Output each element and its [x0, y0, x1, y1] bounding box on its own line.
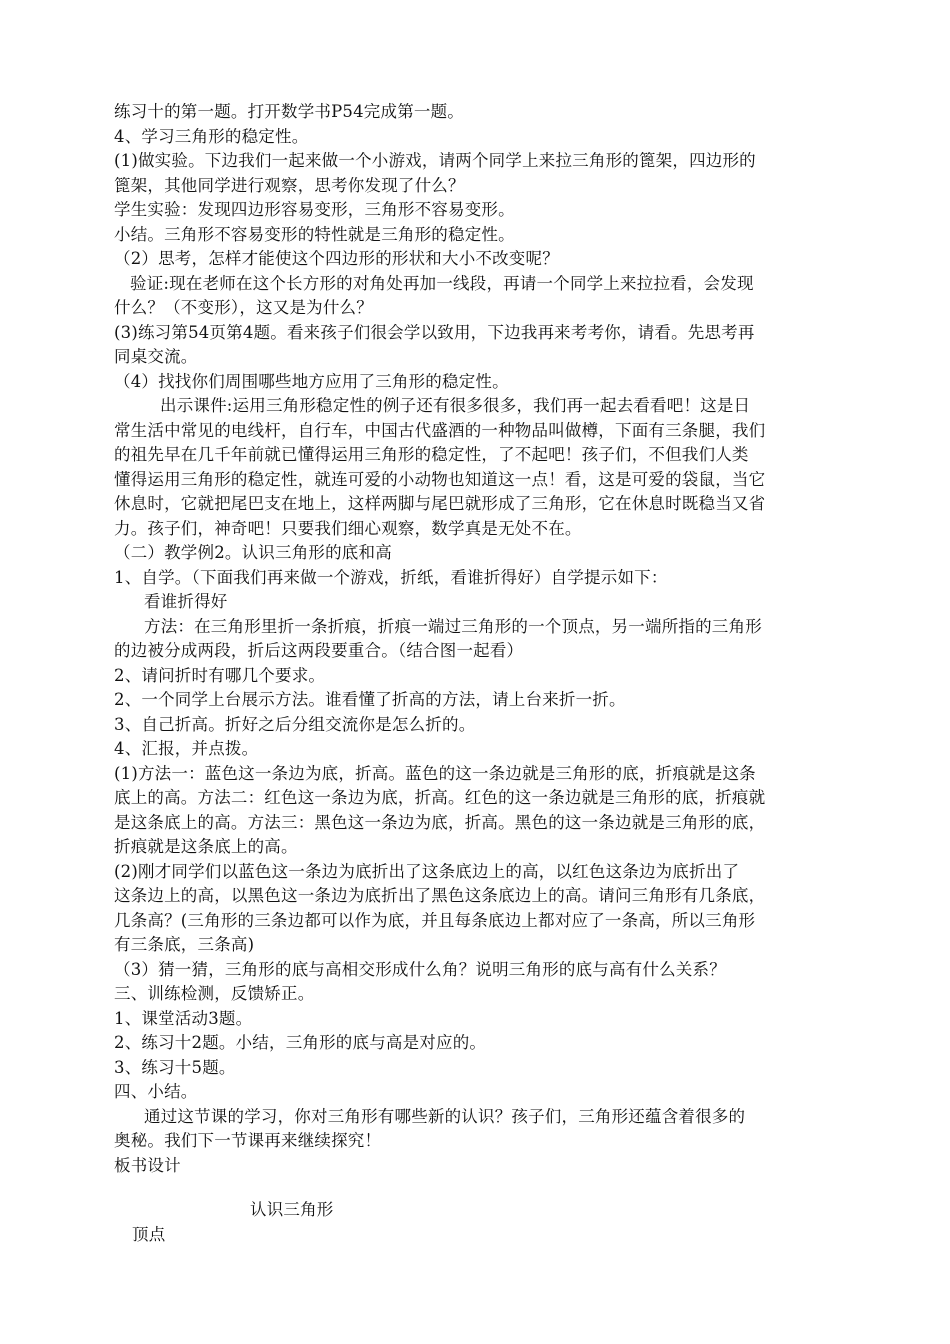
- text-line: (3)练习第54页第4题。看来孩子们很会学以致用，下边我再来考考你，请看。先思考再: [114, 322, 755, 342]
- text-line: 是这条底上的高。方法三：黑色这一条边为底，折高。黑色的这一条边就是三角形的底，: [114, 812, 766, 832]
- text-line: 底上的高。方法二：红色这一条边为底，折高。红色的这一条边就是三角形的底，折痕就: [114, 788, 766, 807]
- text-line: 什么？（不变形），这又是为什么？: [114, 298, 373, 317]
- text-line: 1、课堂活动3题。: [114, 1008, 253, 1028]
- text-line: （4）找找你们周围哪些地方应用了三角形的稳定性。: [114, 371, 509, 391]
- text-line: 的边被分成两段，折后这两段要重合。（结合图一起看）: [114, 641, 524, 660]
- text-line: 同桌交流。: [114, 347, 198, 366]
- text-line: 几条高？(三角形的三条边都可以作为底，并且每条底边上都对应了一条高，所以三角形: [114, 910, 756, 930]
- text-line: (1)做实验。下边我们一起来做一个小游戏，请两个同学上来拉三角形的篦架，四边形的: [114, 151, 756, 170]
- text-line: (2)刚才同学们以蓝色这一条边为底折出了这条底边上的高，以红色这条边为底折出了: [114, 861, 740, 881]
- text-line: 验证:现在老师在这个长方形的对角处再加一线段，再请一个同学上来拉拉看，会发现: [130, 273, 754, 293]
- text-line: 出示课件:运用三角形稳定性的例子还有很多很多，我们再一起去看看吧！这是日: [160, 396, 751, 415]
- text-line: 折痕就是这条底上的高。: [114, 837, 298, 856]
- text-line: 3、练习十5题。: [114, 1057, 236, 1077]
- text-line: 2、请问折时有哪几个要求。: [114, 665, 326, 685]
- text-line: 篦架，其他同学进行观察，思考你发现了什么？: [114, 175, 465, 195]
- text-line: 方法：在三角形里折一条折痕，折痕一端过三角形的一个顶点，另一端所指的三角形: [144, 616, 762, 636]
- text-line: 奥秘。我们下一节课再来继续探究！: [114, 1131, 382, 1150]
- text-line: 3、自己折高。折好之后分组交流你是怎么折的。: [114, 714, 476, 734]
- text-line: 2、练习十2题。小结，三角形的底与高是对应的。: [114, 1033, 487, 1052]
- text-line: 有三条底，三条高): [114, 935, 255, 954]
- text-line: 1、自学。（下面我们再来做一个游戏，折纸，看谁折得好）自学提示如下：: [114, 567, 668, 587]
- section-heading: 三、训练检测，反馈矫正。: [114, 984, 315, 1003]
- text-line: （3）猜一猜，三角形的底与高相交形成什么角？说明三角形的底与高有什么关系？: [114, 959, 726, 979]
- text-line: (1)方法一：蓝色这一条边为底，折高。蓝色的这一条边就是三角形的底，折痕就是这条: [114, 763, 756, 783]
- text-line: 通过这节课的学习，你对三角形有哪些新的认识？孩子们，三角形还蕴含着很多的: [144, 1106, 746, 1126]
- board-label-vertex: 顶点: [132, 1224, 166, 1244]
- text-line: 学生实验：发现四边形容易变形，三角形不容易变形。: [114, 200, 515, 219]
- text-line: 力。孩子们，神奇吧！只要我们细心观察，数学真是无处不在。: [114, 518, 582, 538]
- section-heading: （二）教学例2。认识三角形的底和高: [114, 543, 392, 562]
- document-body: [114, 100, 844, 1247]
- text-line: 练习十的第一题。打开数学书P54完成第一题。: [114, 102, 464, 121]
- text-line: 看谁折得好: [144, 592, 228, 611]
- section-heading: 板书设计: [114, 1155, 181, 1175]
- section-heading: 四、小结。: [114, 1082, 198, 1101]
- text-line: 小结。三角形不容易变形的特性就是三角形的稳定性。: [114, 224, 515, 244]
- text-line: 常生活中常见的电线杆，自行车，中国古代盛酒的一种物品叫做樽，下面有三条腿，我们: [114, 420, 766, 440]
- text-line: 休息时，它就把尾巴支在地上，这样两脚与尾巴就形成了三角形，它在休息时既稳当又省: [114, 494, 766, 513]
- text-line: 的祖先早在几千年前就已懂得运用三角形的稳定性，了不起吧！孩子们，不但我们人类: [114, 445, 749, 464]
- board-title: 认识三角形: [250, 1200, 334, 1219]
- text-line: 4、学习三角形的稳定性。: [114, 126, 309, 146]
- text-line: 2、一个同学上台展示方法。谁看懂了折高的方法，请上台来折一折。: [114, 690, 626, 709]
- text-line: 这条边上的高，以黑色这一条边为底折出了黑色这条底边上的高。请问三角形有几条底，: [114, 886, 766, 905]
- text-line: （2）思考，怎样才能使这个四边形的形状和大小不改变呢？: [114, 249, 559, 268]
- text-line: 4、汇报，并点拨。: [114, 739, 259, 758]
- text-line: 懂得运用三角形的稳定性，就连可爱的小动物也知道这一点！看，这是可爱的袋鼠，当它: [114, 469, 766, 489]
